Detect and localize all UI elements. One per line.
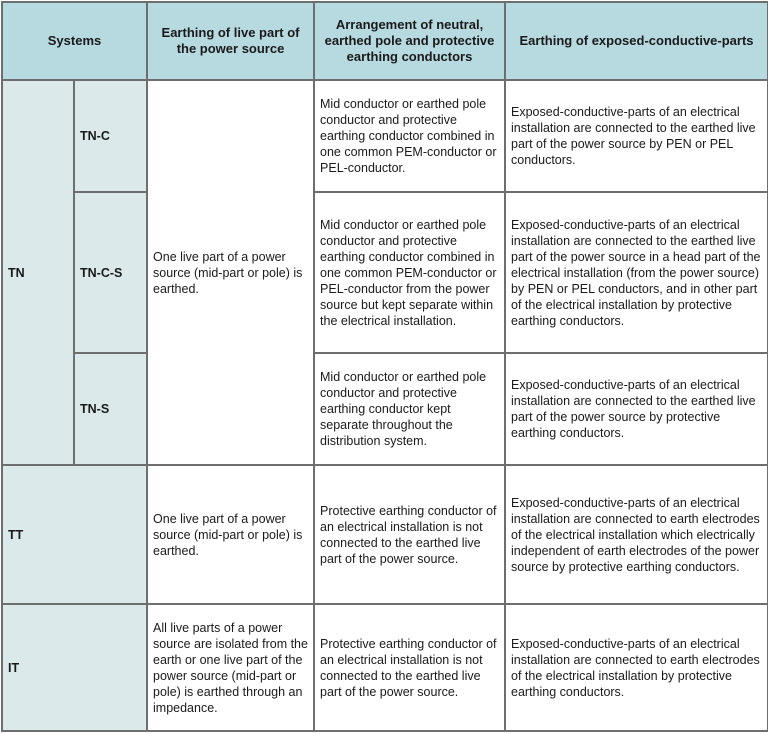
system-tn: TN	[2, 80, 74, 465]
table-row-tn-s	[2, 353, 768, 465]
system-tn-s: TN-S	[74, 353, 147, 465]
tn-c-arrangement: Mid conductor or earthed pole conductor and protective earthing conductor combined in one common PEM-conductor or PEL-conductor.	[314, 80, 505, 192]
earthing-systems-table	[1, 1, 768, 732]
tn-c-exposed: Exposed-conductive-parts of an electrical installation are connected to the earthed live part of the power source by PEN or PEL conductors.	[505, 80, 768, 192]
tn-s-exposed: Exposed-conductive-parts of an electrical installation are connected to the earthed live part of the power source by protective earthing conductors.	[505, 353, 768, 465]
table-row-it	[2, 604, 768, 731]
header-row	[2, 2, 768, 80]
tn-earthing-live: One live part of a power source (mid-part or pole) is earthed.	[147, 80, 314, 465]
tt-arrangement: Protective earthing conductor of an electrical installation is not connected to the earthed live part of the power source.	[314, 465, 505, 604]
header-earthing-live-part: Earthing of live part of the power source	[147, 2, 314, 80]
system-tt: TT	[2, 465, 147, 604]
tt-earthing-live: One live part of a power source (mid-part or pole) is earthed.	[147, 465, 314, 604]
tt-exposed: Exposed-conductive-parts of an electrical installation are connected to earth electrodes of the electrical installation which electrically independent of earth electrodes of the power source by protective earthing conductors.	[505, 465, 768, 604]
table-row-tt	[2, 465, 768, 604]
it-earthing-live: All live parts of a power source are isolated from the earth or one live part of the power source (mid-part or pole) is earthed through an impedance.	[147, 604, 314, 731]
tn-s-arrangement: Mid conductor or earthed pole conductor and protective earthing conductor kept separate throughout the distribution system.	[314, 353, 505, 465]
header-systems: Systems	[2, 2, 147, 80]
it-exposed: Exposed-conductive-parts of an electrical installation are connected to earth electrodes of the electrical installation by protective earthing conductors.	[505, 604, 768, 731]
it-arrangement: Protective earthing conductor of an electrical installation is not connected to the earthed live part of the power source.	[314, 604, 505, 731]
system-tn-c: TN-C	[74, 80, 147, 192]
tn-c-s-exposed: Exposed-conductive-parts of an electrical installation are connected to the earthed live part of the power source in a head part of the electrical installation (from the power source) by PEN or PEL conductors, and in other part of the electrical installation by protective earthing conductors.	[505, 192, 768, 353]
header-exposed-conductive-parts: Earthing of exposed-conductive-parts	[505, 2, 768, 80]
tn-c-s-arrangement: Mid conductor or earthed pole conductor and protective earthing conductor combined in one common PEM-conductor or PEL-conductor from the power source but kept separate within the electrical installation.	[314, 192, 505, 353]
table-row-tn-c	[2, 80, 768, 192]
table-row-tn-c-s	[2, 192, 768, 353]
header-arrangement: Arrangement of neutral, earthed pole and protective earthing conductors	[314, 2, 505, 80]
system-tn-c-s: TN-C-S	[74, 192, 147, 353]
system-it: IT	[2, 604, 147, 731]
